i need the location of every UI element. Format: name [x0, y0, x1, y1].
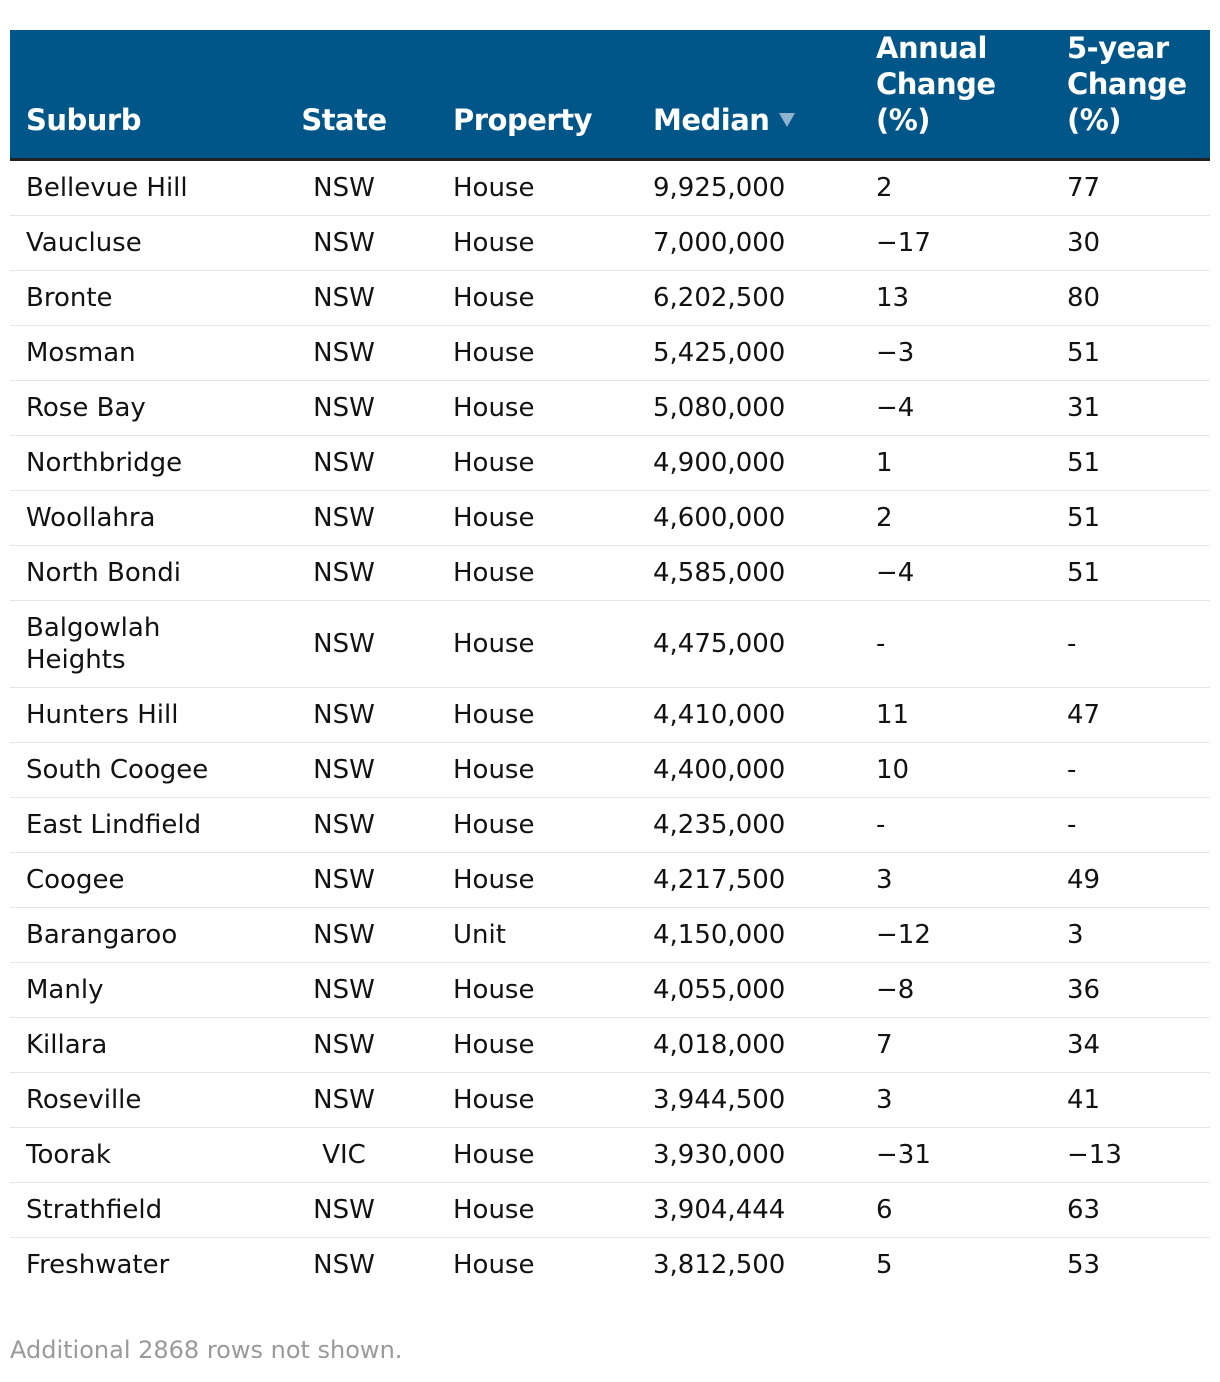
cell-state: NSW — [273, 1183, 437, 1238]
cell-property: House — [437, 853, 637, 908]
cell-annual-change: 2 — [860, 160, 1051, 216]
column-header-median[interactable]: Median — [637, 30, 860, 160]
table-row — [10, 798, 1210, 853]
cell-state: NSW — [273, 436, 437, 491]
cell-median: 6,202,500 — [637, 271, 860, 326]
cell-state: NSW — [273, 1073, 437, 1128]
cell-state: VIC — [273, 1128, 437, 1183]
cell-median: 3,930,000 — [637, 1128, 860, 1183]
cell-suburb: Freshwater — [26, 1250, 170, 1280]
table-row — [10, 1183, 1210, 1238]
cell-property: Unit — [437, 908, 637, 963]
cell-suburb: Balgowlah Heights — [10, 601, 273, 688]
cell-five-year-change: - — [1051, 743, 1210, 798]
cell-annual-change: 3 — [860, 853, 1051, 908]
cell-annual-change: - — [860, 601, 1051, 688]
cell-five-year-change: 80 — [1051, 271, 1210, 326]
cell-property: House — [437, 1183, 637, 1238]
cell-state: NSW — [273, 381, 437, 436]
cell-suburb: East Lindfield — [10, 798, 273, 853]
cell-suburb: Killara — [10, 1018, 273, 1073]
cell-state: NSW — [273, 743, 437, 798]
cell-median: 4,018,000 — [637, 1018, 860, 1073]
cell-annual-change: −3 — [860, 326, 1051, 381]
cell-state: NSW — [273, 798, 437, 853]
cell-suburb: North Bondi — [10, 546, 273, 601]
cell-median: 4,585,000 — [637, 546, 860, 601]
cell-median: 4,900,000 — [637, 436, 860, 491]
cell-median: 7,000,000 — [637, 216, 860, 271]
cell-annual-change: −4 — [860, 381, 1051, 436]
cell-five-year-change: 49 — [1051, 853, 1210, 908]
cell-annual-change: - — [860, 798, 1051, 853]
cell-median: 4,600,000 — [637, 491, 860, 546]
cell-suburb: Vaucluse — [10, 216, 273, 271]
table-row — [10, 216, 1210, 271]
cell-property: House — [437, 326, 637, 381]
cell-median: 3,904,444 — [637, 1183, 860, 1238]
table-row — [10, 271, 1210, 326]
cell-property: House — [437, 798, 637, 853]
cell-suburb: Bronte — [10, 271, 273, 326]
cell-median: 5,080,000 — [637, 381, 860, 436]
table-row — [10, 853, 1210, 908]
cell-suburb: South Coogee — [10, 743, 273, 798]
rows-not-shown-note: Additional 2868 rows not shown. — [10, 1336, 403, 1364]
cell-state: NSW — [273, 271, 437, 326]
table-row — [10, 688, 1210, 743]
cell-suburb: Coogee — [10, 853, 273, 908]
cell-state: NSW — [273, 546, 437, 601]
data-table-container — [10, 30, 1210, 1292]
cell-property: House — [437, 688, 637, 743]
column-header-five-year-change[interactable]: 5-year Change (%) — [1051, 30, 1210, 160]
cell-suburb: Barangaroo — [10, 908, 273, 963]
cell-five-year-change: 51 — [1051, 436, 1210, 491]
cell-state: NSW — [273, 491, 437, 546]
cell-five-year-change: 41 — [1051, 1073, 1210, 1128]
cell-five-year-change: 51 — [1051, 326, 1210, 381]
cell-median: 4,150,000 — [637, 908, 860, 963]
cell-median: 4,055,000 — [637, 963, 860, 1018]
cell-property: House — [437, 160, 637, 216]
cell-property: House — [437, 601, 637, 688]
cell-property: House — [437, 271, 637, 326]
cell-annual-change: 13 — [860, 271, 1051, 326]
cell-property: House — [437, 381, 637, 436]
cell-median: 9,925,000 — [637, 160, 860, 216]
cell-annual-change: 6 — [860, 1183, 1051, 1238]
cell-property: House — [437, 743, 637, 798]
table-row — [10, 743, 1210, 798]
cell-median: 3,944,500 — [637, 1073, 860, 1128]
column-header-suburb[interactable]: Suburb — [10, 30, 273, 160]
cell-median: 5,425,000 — [637, 326, 860, 381]
table-header — [10, 30, 1210, 160]
cell-suburb: Woollahra — [10, 491, 273, 546]
table-row — [10, 546, 1210, 601]
cell-suburb: Strathfield — [10, 1183, 273, 1238]
cell-five-year-change: 47 — [1051, 688, 1210, 743]
table-row — [10, 381, 1210, 436]
cell-state: NSW — [273, 688, 437, 743]
cell-annual-change: −12 — [860, 908, 1051, 963]
cell-state: NSW — [273, 326, 437, 381]
cell-annual-change: 11 — [860, 688, 1051, 743]
table-row — [10, 601, 1210, 688]
cell-suburb: Manly — [10, 963, 273, 1018]
cell-annual-change: 5 — [876, 1250, 893, 1280]
cell-annual-change: 7 — [860, 1018, 1051, 1073]
cell-annual-change: −4 — [860, 546, 1051, 601]
cell-median: 4,410,000 — [637, 688, 860, 743]
cell-state: NSW — [313, 1250, 375, 1280]
cell-suburb: Toorak — [10, 1128, 273, 1183]
cell-property: House — [437, 1018, 637, 1073]
cell-median: 4,217,500 — [637, 853, 860, 908]
cell-state: NSW — [273, 908, 437, 963]
table-row — [10, 1073, 1210, 1128]
cell-five-year-change: 30 — [1051, 216, 1210, 271]
cell-five-year-change: 31 — [1051, 381, 1210, 436]
cell-median: 3,812,500 — [653, 1250, 786, 1280]
cell-suburb: Mosman — [10, 326, 273, 381]
column-header-annual-change[interactable]: Annual Change (%) — [860, 30, 1051, 160]
table-row — [10, 963, 1210, 1018]
cell-annual-change: 1 — [860, 436, 1051, 491]
cell-five-year-change: −13 — [1051, 1128, 1210, 1183]
cell-state: NSW — [273, 963, 437, 1018]
cell-property: House — [437, 1128, 637, 1183]
table-row — [10, 1238, 1210, 1293]
column-header-state[interactable]: State — [273, 30, 437, 160]
table-row — [10, 1128, 1210, 1183]
cell-five-year-change: 63 — [1051, 1183, 1210, 1238]
cell-five-year-change: 34 — [1051, 1018, 1210, 1073]
cell-property: House — [437, 546, 637, 601]
cell-five-year-change: 36 — [1051, 963, 1210, 1018]
table-row — [10, 436, 1210, 491]
cell-annual-change: −17 — [860, 216, 1051, 271]
cell-state: NSW — [273, 601, 437, 688]
cell-property: House — [437, 216, 637, 271]
cell-median: 4,235,000 — [637, 798, 860, 853]
cell-five-year-change: 3 — [1051, 908, 1210, 963]
table-row — [10, 491, 1210, 546]
table-row — [10, 326, 1210, 381]
suburb-median-table — [10, 30, 1210, 1292]
cell-suburb: Hunters Hill — [10, 688, 273, 743]
table-body — [10, 160, 1210, 1293]
cell-median: 4,475,000 — [637, 601, 860, 688]
table-row — [10, 1018, 1210, 1073]
cell-state: NSW — [273, 1018, 437, 1073]
cell-five-year-change: - — [1051, 798, 1210, 853]
cell-property: House — [437, 1073, 637, 1128]
table-row — [10, 160, 1210, 216]
cell-median: 4,400,000 — [637, 743, 860, 798]
cell-state: NSW — [273, 216, 437, 271]
cell-suburb: Northbridge — [10, 436, 273, 491]
cell-state: NSW — [273, 160, 437, 216]
cell-property: House — [437, 436, 637, 491]
sort-descending-icon — [779, 113, 795, 127]
cell-five-year-change: 51 — [1051, 546, 1210, 601]
cell-annual-change: 2 — [860, 491, 1051, 546]
cell-property: House — [437, 963, 637, 1018]
cell-suburb: Roseville — [10, 1073, 273, 1128]
header-row — [10, 30, 1210, 160]
cell-annual-change: −31 — [860, 1128, 1051, 1183]
cell-annual-change: 3 — [860, 1073, 1051, 1128]
cell-five-year-change: 53 — [1067, 1250, 1101, 1280]
cell-annual-change: 10 — [860, 743, 1051, 798]
cell-annual-change: −8 — [860, 963, 1051, 1018]
cell-suburb: Bellevue Hill — [10, 160, 273, 216]
cell-suburb: Rose Bay — [10, 381, 273, 436]
table-row — [10, 908, 1210, 963]
cell-five-year-change: - — [1051, 601, 1210, 688]
cell-five-year-change: 51 — [1051, 491, 1210, 546]
column-header-property[interactable]: Property — [437, 30, 637, 160]
cell-property: House — [453, 1250, 535, 1280]
cell-property: House — [437, 491, 637, 546]
cell-state: NSW — [273, 853, 437, 908]
cell-five-year-change: 77 — [1051, 160, 1210, 216]
